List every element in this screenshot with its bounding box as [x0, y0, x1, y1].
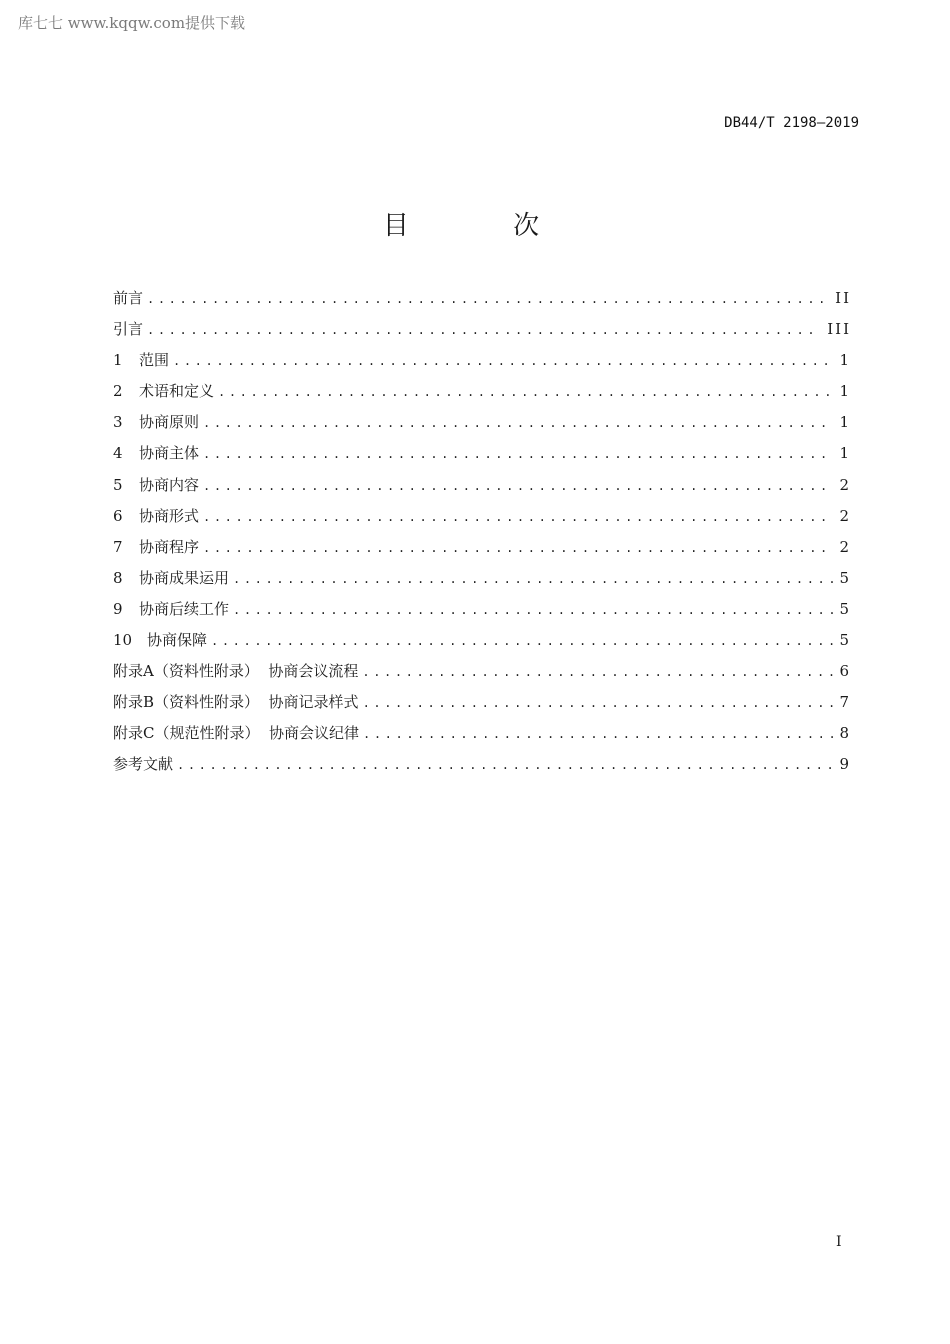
- toc-entry-number: 6: [113, 506, 123, 525]
- toc-leader-dots: [233, 598, 833, 622]
- toc-entry-references[interactable]: [113, 752, 851, 783]
- toc-leader-dots: [363, 722, 833, 746]
- toc-entry-terms[interactable]: [113, 379, 851, 410]
- toc-entry-text: 协商后续工作: [139, 599, 230, 618]
- toc-entry-number: 7: [113, 537, 123, 556]
- toc-entry-number: 3: [113, 413, 123, 432]
- toc-leader-dots: [233, 567, 833, 591]
- toc-entry-label: [113, 659, 358, 683]
- toc-entry-appendix-c[interactable]: [113, 721, 851, 752]
- toc-entry-label: [113, 410, 199, 434]
- toc-leader-dots: [203, 536, 833, 560]
- toc-entry-text: 术语和定义: [139, 382, 215, 401]
- toc-entry-appendix-a[interactable]: [113, 659, 851, 690]
- toc-entry-page: III: [827, 320, 851, 339]
- toc-leader-dots: [218, 380, 833, 404]
- toc-entry-text: 协商程序: [139, 537, 200, 556]
- toc-entry-label: [113, 286, 143, 310]
- page-title: 目 次: [382, 211, 588, 241]
- toc-entry-number: 9: [113, 599, 123, 618]
- toc-entry-label: [113, 535, 199, 559]
- toc-entry-page: 6: [839, 662, 851, 681]
- document-code: DB44/T 2198—2019: [724, 115, 859, 131]
- toc-entry-label: [113, 379, 214, 403]
- toc-entry-page: 1: [839, 351, 851, 370]
- toc-entry-forms[interactable]: [113, 504, 851, 535]
- toc-entry-label: [113, 721, 359, 745]
- toc-entry-page: 1: [839, 382, 851, 401]
- toc-entry-number: 1: [113, 351, 123, 370]
- toc-entry-text: 附录C（规范性附录） 协商会议纪律: [113, 724, 360, 743]
- toc-leader-dots: [177, 753, 833, 777]
- toc-entry-page: 5: [839, 599, 851, 618]
- toc-entry-guarantee[interactable]: [113, 628, 851, 659]
- toc-leader-dots: [203, 411, 833, 435]
- toc-entry-page: 1: [839, 413, 851, 432]
- toc-entry-text: 协商保障: [147, 631, 208, 650]
- toc-entry-page: 9: [839, 755, 851, 774]
- toc-entry-page: 2: [839, 475, 851, 494]
- toc-entry-text: 前言: [113, 289, 144, 307]
- toc-leader-dots: [362, 660, 833, 684]
- toc-entry-page: 1: [839, 444, 851, 463]
- toc-entry-text: 协商形式: [139, 506, 200, 525]
- toc-entry-label: [113, 441, 199, 465]
- toc-entry-number: 5: [113, 475, 123, 494]
- toc-entry-principles[interactable]: [113, 410, 851, 441]
- toc-entry-number: 10: [113, 631, 133, 650]
- toc-entry-label: [113, 566, 229, 590]
- toc-entry-text: 参考文献: [113, 755, 174, 774]
- toc-entry-number: 8: [113, 568, 123, 587]
- toc-entry-page: 2: [839, 506, 851, 525]
- table-of-contents: [113, 286, 851, 784]
- toc-entry-text: 范围: [139, 351, 170, 370]
- watermark-text: 库七七 www.kqqw.com提供下载: [18, 14, 246, 32]
- toc-entry-label: [113, 504, 199, 528]
- toc-entry-number: 4: [113, 444, 123, 463]
- toc-entry-text: 协商主体: [139, 444, 200, 463]
- toc-entry-label: [113, 752, 173, 776]
- toc-entry-page: 7: [839, 693, 851, 712]
- toc-leader-dots: [203, 505, 833, 529]
- toc-leader-dots: [147, 287, 829, 311]
- toc-entry-subjects[interactable]: [113, 441, 851, 472]
- toc-entry-text: 附录B（资料性附录） 协商记录样式: [113, 693, 359, 712]
- toc-entry-procedure[interactable]: [113, 535, 851, 566]
- toc-entry-results[interactable]: [113, 566, 851, 597]
- toc-entry-text: 协商成果运用: [139, 568, 230, 587]
- toc-entry-label: [113, 348, 169, 372]
- toc-leader-dots: [147, 318, 821, 342]
- toc-entry-text: 协商原则: [139, 413, 200, 432]
- toc-entry-label: [113, 317, 143, 341]
- toc-leader-dots: [363, 691, 834, 715]
- toc-entry-page: 8: [839, 724, 851, 743]
- toc-leader-dots: [173, 349, 833, 373]
- toc-entry-label: [113, 690, 359, 714]
- toc-entry-label: [113, 597, 229, 621]
- toc-entry-label: [113, 628, 207, 652]
- toc-entry-label: [113, 473, 199, 497]
- toc-entry-foreword[interactable]: [113, 286, 851, 317]
- toc-leader-dots: [203, 474, 833, 498]
- toc-entry-appendix-b[interactable]: [113, 690, 851, 721]
- toc-entry-text: 附录A（资料性附录） 协商会议流程: [113, 662, 359, 681]
- toc-entry-page: 5: [839, 568, 851, 587]
- toc-entry-introduction[interactable]: [113, 317, 851, 348]
- toc-entry-content[interactable]: [113, 473, 851, 504]
- toc-leader-dots: [211, 629, 833, 653]
- toc-entry-text: 引言: [113, 320, 144, 339]
- toc-leader-dots: [203, 442, 833, 466]
- toc-entry-scope[interactable]: [113, 348, 851, 379]
- toc-entry-followup[interactable]: [113, 597, 851, 628]
- toc-entry-number: 2: [113, 382, 123, 401]
- toc-entry-page: II: [835, 289, 851, 307]
- toc-entry-page: 2: [839, 537, 851, 556]
- page-number: I: [836, 1234, 842, 1250]
- toc-entry-page: 5: [839, 631, 851, 650]
- toc-entry-text: 协商内容: [139, 475, 200, 494]
